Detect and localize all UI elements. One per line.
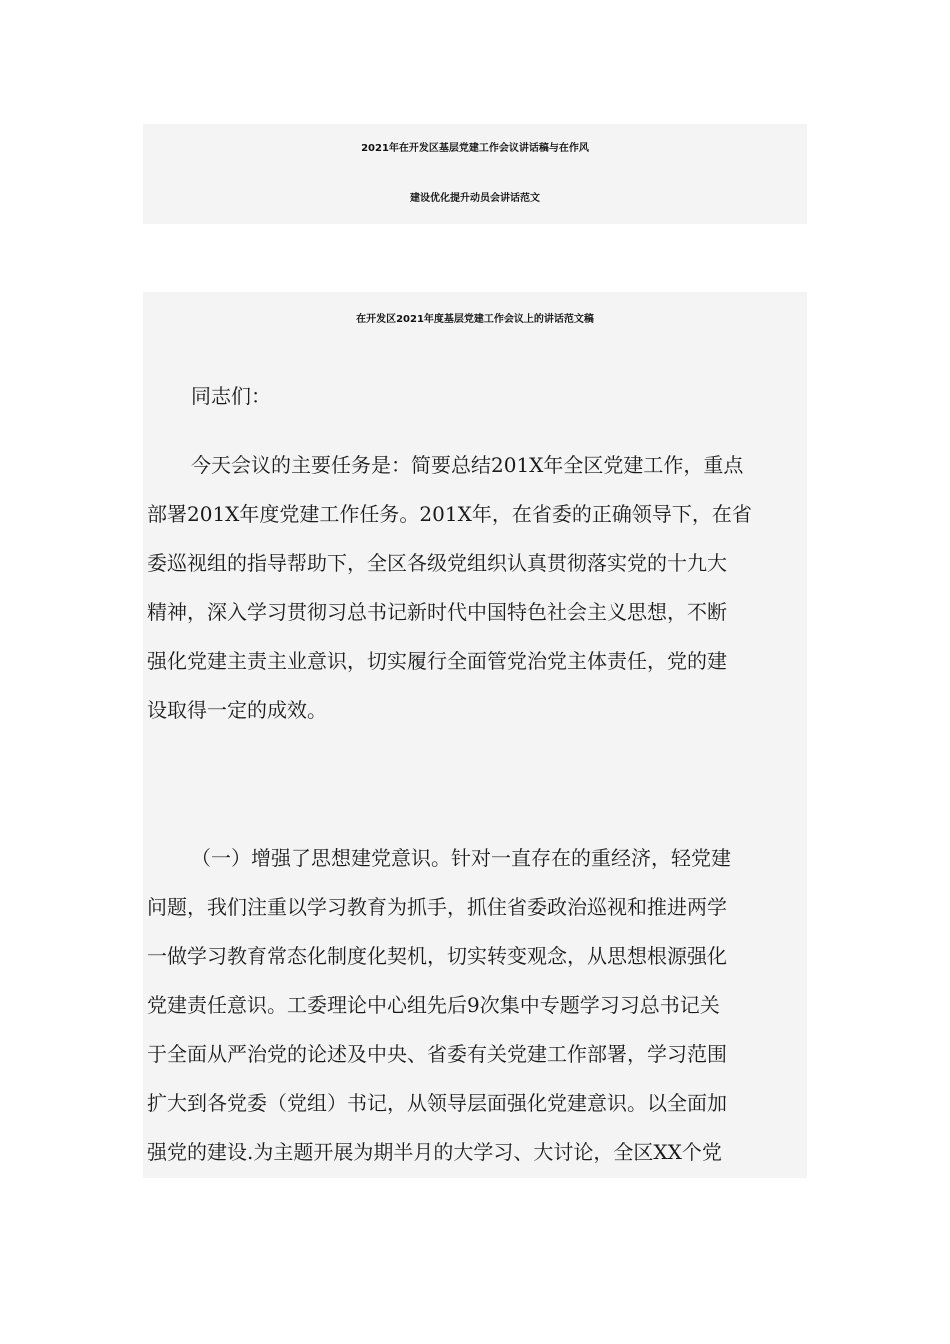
paragraph-1-line: 部署201X年度党建工作任务。201X年，在省委的正确领导下，在省 [147, 502, 752, 526]
greeting: 同志们： [191, 384, 271, 408]
paragraph-2-line: （一）增强了思想建党意识。针对一直存在的重经济，轻党建 [191, 846, 731, 870]
title-line-1: 2021年在开发区基层党建工作会议讲话稿与在作风 [361, 143, 589, 154]
paragraph-2-line: 问题，我们注重以学习教育为抓手，抓住省委政治巡视和推进两学 [147, 895, 727, 919]
paragraph-1-line: 今天会议的主要任务是：简要总结201X年全区党建工作，重点 [191, 453, 744, 477]
document-body [143, 292, 807, 1178]
paragraph-2-line: 党建责任意识。工委理论中心组先后9次集中专题学习习总书记关 [147, 993, 720, 1017]
speech-subtitle: 在开发区2021年度基层党建工作会议上的讲话范文稿 [356, 314, 594, 325]
paragraph-1-line: 精神，深入学习贯彻习总书记新时代中国特色社会主义思想，不断 [147, 600, 727, 624]
paragraph-1-line: 设取得一定的成效。 [147, 698, 327, 722]
title-line-2: 建设优化提升动员会讲话范文 [410, 193, 540, 204]
paragraph-2-line: 于全面从严治党的论述及中央、省委有关党建工作部署，学习范围 [147, 1042, 727, 1066]
paragraph-1-line: 委巡视组的指导帮助下，全区各级党组织认真贯彻落实党的十九大 [147, 551, 727, 575]
paragraph-2-line: 一做学习教育常态化制度化契机，切实转变观念，从思想根源强化 [147, 944, 727, 968]
paragraph-2-line: 扩大到各党委（党组）书记，从领导层面强化党建意识。以全面加 [147, 1091, 727, 1115]
paragraph-2-line: 强党的建设.为主题开展为期半月的大学习、大讨论，全区XX个党 [147, 1140, 722, 1164]
document-title [143, 124, 807, 224]
paragraph-1-line: 强化党建主责主业意识，切实履行全面管党治党主体责任，党的建 [147, 649, 727, 673]
